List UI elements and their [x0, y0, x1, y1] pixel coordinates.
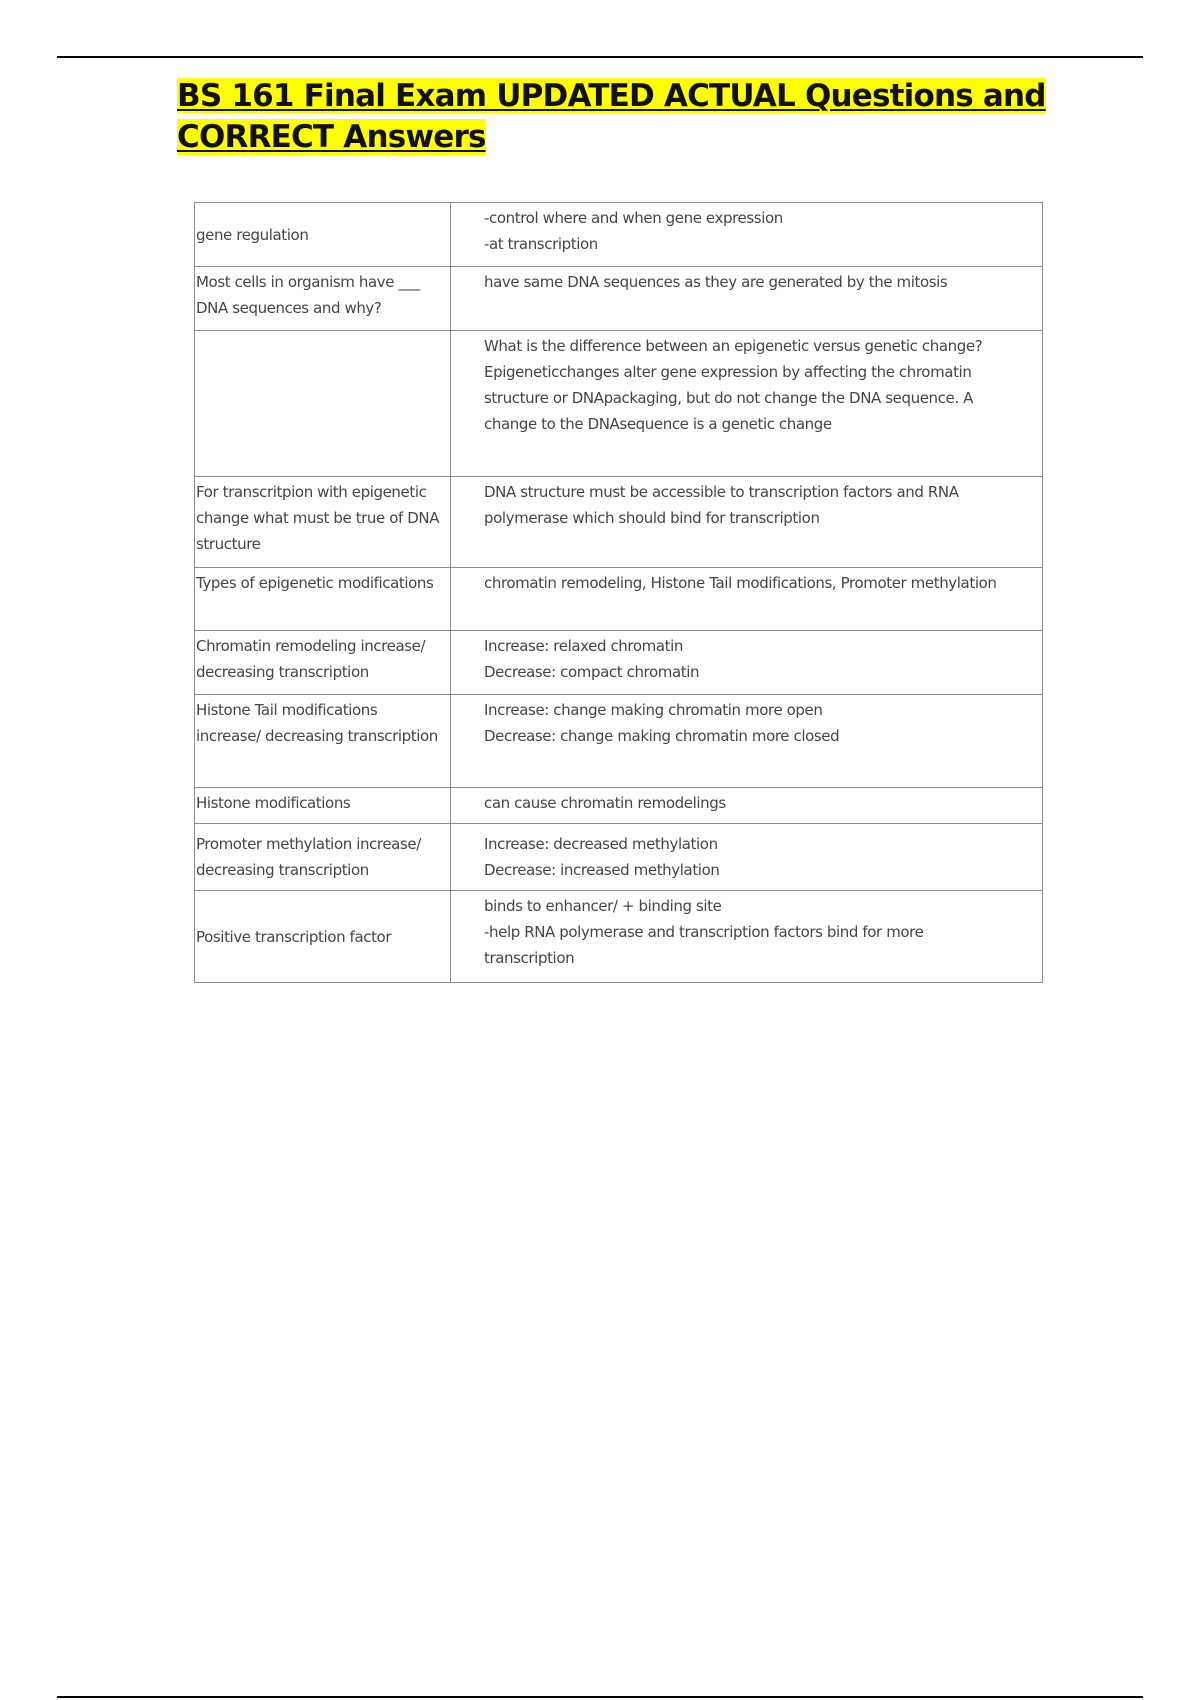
answer-cell — [451, 331, 1043, 477]
answer-line: can cause chromatin remodelings — [484, 794, 726, 812]
document-title — [177, 76, 1046, 158]
answer-cell — [451, 203, 1043, 267]
answer-line: -at transcription — [484, 235, 598, 253]
answer-cell — [451, 824, 1043, 891]
question-cell — [195, 891, 451, 983]
answer-line: DNA structure must be accessible to transcription factors and RNA polymerase which should bind for transcription — [484, 483, 959, 527]
answer-line: Increase: change making chromatin more open — [484, 701, 823, 719]
answer-line: Decrease: change making chromatin more closed — [484, 727, 840, 745]
title-line-1: BS 161 Final Exam UPDATED ACTUAL Questions and — [177, 78, 1046, 114]
top-rule — [57, 56, 1143, 58]
answer-line: Decrease: increased methylation — [484, 861, 720, 879]
answer-cell — [451, 477, 1043, 568]
table-row — [195, 568, 1043, 631]
answer-line: Increase: relaxed chromatin — [484, 637, 683, 655]
answer-line: Decrease: compact chromatin — [484, 663, 700, 681]
answer-cell — [451, 695, 1043, 788]
question-cell — [195, 695, 451, 788]
question-text: For transcritpion with epigenetic change what must be true of DNA structure — [196, 483, 440, 553]
answer-line: Increase: decreased methylation — [484, 835, 718, 853]
question-text: Chromatin remodeling increase/ decreasing transcription — [196, 637, 426, 681]
question-cell — [195, 331, 451, 477]
answer-cell — [451, 788, 1043, 824]
qa-table — [194, 202, 1043, 983]
question-cell — [195, 203, 451, 267]
question-cell — [195, 267, 451, 331]
question-text: Histone modifications — [196, 794, 351, 812]
answer-line: have same DNA sequences as they are generated by the mitosis — [484, 273, 948, 291]
question-cell — [195, 477, 451, 568]
question-cell — [195, 824, 451, 891]
table-row — [195, 203, 1043, 267]
question-text: Histone Tail modifications increase/ decreasing transcription — [196, 701, 438, 745]
table-row — [195, 695, 1043, 788]
answer-line: binds to enhancer/ + binding site — [484, 897, 722, 915]
table-row — [195, 788, 1043, 824]
answer-line: chromatin remodeling, Histone Tail modifications, Promoter methylation — [484, 574, 997, 592]
answer-cell — [451, 631, 1043, 695]
answer-line: -control where and when gene expression — [484, 209, 783, 227]
question-text: Promoter methylation increase/ decreasing transcription — [196, 835, 421, 879]
question-text: Most cells in organism have ___ DNA sequences and why? — [196, 273, 420, 317]
table-row — [195, 267, 1043, 331]
table-row — [195, 477, 1043, 568]
table-row — [195, 331, 1043, 477]
table-row — [195, 891, 1043, 983]
title-line-2: CORRECT Answers — [177, 119, 486, 155]
question-cell — [195, 568, 451, 631]
answer-line: -help RNA polymerase and transcription factors bind for more transcription — [484, 923, 924, 967]
answer-line: What is the difference between an epigenetic versus genetic change? Epigeneticchanges alter gene expression by affecting the chromatin structure or DNApackaging, but do not change the DNA sequence. A change to the DNAsequence is a genetic change — [484, 337, 983, 433]
answer-cell — [451, 267, 1043, 331]
question-text: Types of epigenetic modifications — [196, 574, 434, 592]
table-row — [195, 824, 1043, 891]
answer-cell — [451, 568, 1043, 631]
question-text: Positive transcription factor — [196, 927, 392, 946]
bottom-rule — [57, 1696, 1143, 1698]
question-cell — [195, 631, 451, 695]
table-row — [195, 631, 1043, 695]
answer-cell — [451, 891, 1043, 983]
question-text: gene regulation — [196, 225, 309, 244]
question-cell — [195, 788, 451, 824]
